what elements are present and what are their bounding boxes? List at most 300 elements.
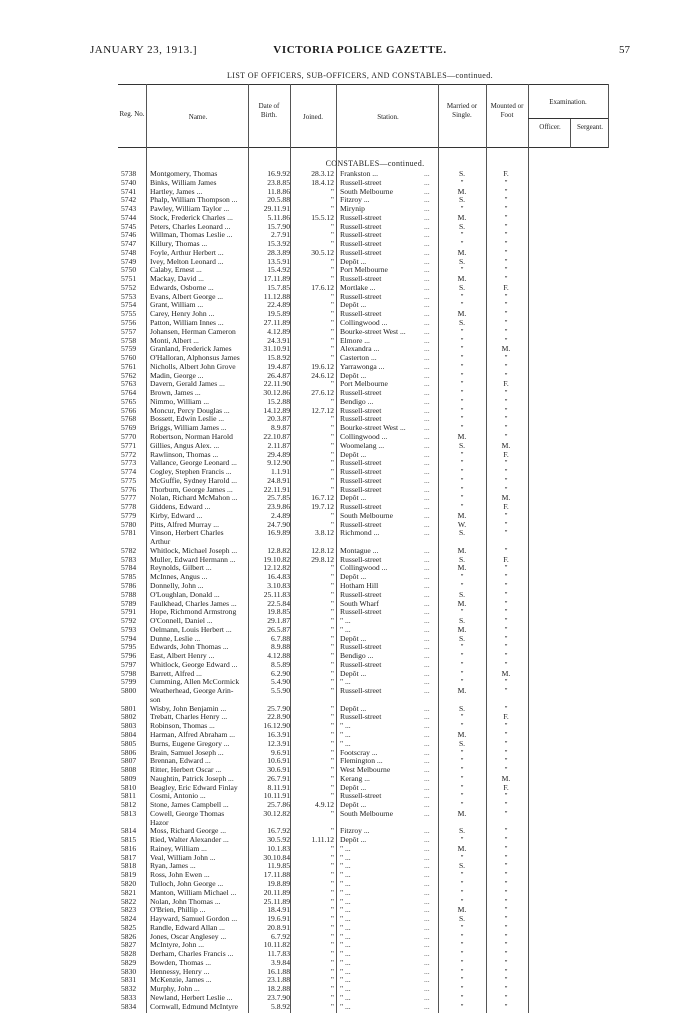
leader-dots: ... <box>424 389 430 398</box>
cell-birth-date: 19.8.89 <box>267 880 290 889</box>
cell-name: Briggs, William James ... <box>150 424 227 433</box>
leader-dots: ... <box>424 424 430 433</box>
cell-reg-no: 5824 <box>121 915 137 924</box>
cell-reg-no: 5748 <box>121 248 137 257</box>
cell-mounted-or-foot: " <box>504 792 508 801</box>
leader-dots: ... <box>424 608 430 617</box>
cell-mounted-or-foot: " <box>504 415 508 424</box>
cell-station: Russell-street <box>340 792 382 801</box>
cell-joined-date: " <box>330 520 334 529</box>
cell-reg-no: 5774 <box>121 468 137 477</box>
cell-name: Montgomery, Thomas <box>150 170 218 178</box>
cell-mounted-or-foot: " <box>504 985 508 994</box>
cell-name: McKenzie, James ... <box>150 976 212 985</box>
cell-station: " ... <box>340 932 351 941</box>
leader-dots: ... <box>424 836 430 845</box>
cell-birth-date: 15.8.92 <box>267 354 290 363</box>
cell-birth-date: 19.5.89 <box>267 310 290 319</box>
cell-name: Harman, Alfred Abraham ... <box>150 731 235 739</box>
cell-name: Reynolds, Gilbert ... <box>150 564 212 573</box>
cell-birth-date: 8.11.91 <box>267 783 290 792</box>
cell-joined-date: 19.7.12 <box>311 503 334 512</box>
cell-marital-status: S. <box>458 862 466 871</box>
cell-marital-status: " <box>460 485 464 494</box>
cell-station: Russell-street <box>340 608 382 617</box>
leader-dots: ... <box>424 669 430 678</box>
cell-station: Russell-street <box>340 476 382 485</box>
table-row <box>0 442 700 451</box>
cell-marital-status: " <box>460 766 464 775</box>
table-row <box>0 529 700 538</box>
cell-joined-date: " <box>330 327 334 336</box>
cell-marital-status: " <box>460 476 464 485</box>
table-row <box>0 214 700 223</box>
cell-reg-no: 5800 <box>121 687 137 696</box>
table-row <box>0 670 700 679</box>
cell-marital-status: M. <box>457 625 467 634</box>
cell-reg-no: 5763 <box>121 380 137 389</box>
table-row <box>0 363 700 372</box>
cell-reg-no: 5795 <box>121 643 137 652</box>
cell-marital-status: " <box>460 792 464 801</box>
cell-station: Russell-street <box>340 590 382 599</box>
cell-name: Moss, Richard George ... <box>150 827 226 836</box>
cell-name: Mackay, David ... <box>150 275 204 284</box>
cell-station: Frankston ... <box>340 170 378 178</box>
cell-reg-no: 5783 <box>121 555 137 564</box>
cell-joined-date: " <box>330 581 334 590</box>
cell-reg-no: 5804 <box>121 731 137 739</box>
cell-name: Vinson, Herbert Charles <box>150 529 224 538</box>
table-row <box>0 301 700 310</box>
cell-joined-date: " <box>330 424 334 433</box>
cell-birth-date: 17.11.88 <box>263 871 290 880</box>
cell-station: Russell-street <box>340 713 382 722</box>
cell-joined-date: 16.7.12 <box>311 494 334 503</box>
cell-birth-date: 23.8.85 <box>267 178 290 187</box>
cell-joined-date: " <box>330 292 334 301</box>
cell-joined-date: " <box>330 240 334 249</box>
cell-name: Johansen, Herman Cameron <box>150 327 236 336</box>
cell-marital-status: " <box>460 415 464 424</box>
table-row <box>0 898 700 907</box>
cell-station: Russell-street <box>340 687 382 696</box>
cell-station: " ... <box>340 950 351 959</box>
leader-dots: ... <box>424 468 430 477</box>
cell-joined-date: 18.4.12 <box>311 178 334 187</box>
cell-station: " ... <box>340 853 351 862</box>
cell-marital-status: M. <box>457 564 467 573</box>
cell-reg-no: 5817 <box>121 853 137 862</box>
cell-mounted-or-foot: " <box>504 660 508 669</box>
cell-name: Bossett, Edwin Leslie ... <box>150 415 225 424</box>
cell-name: Tulloch, John George ... <box>150 880 224 889</box>
leader-dots: ... <box>424 1002 430 1011</box>
cell-birth-date: 25.11.89 <box>263 897 290 906</box>
cell-station: Russell-street <box>340 222 382 231</box>
cell-birth-date: 22.10.87 <box>263 432 290 441</box>
table-row <box>0 950 700 959</box>
table-row <box>0 854 700 863</box>
table-row <box>0 749 700 758</box>
cell-mounted-or-foot: " <box>504 862 508 871</box>
cell-name: Whitlock, Michael Joseph ... <box>150 546 238 555</box>
cell-reg-no: 5742 <box>121 196 137 205</box>
cell-birth-date: 22.11.91 <box>263 485 290 494</box>
cell-birth-date: 4.12.89 <box>267 327 290 336</box>
cell-marital-status: " <box>460 178 464 187</box>
leader-dots: ... <box>424 801 430 810</box>
cell-name: Nicholls, Albert John Grove <box>150 362 236 371</box>
leader-dots: ... <box>424 783 430 792</box>
cell-station: Hotham Hill <box>340 581 379 590</box>
cell-reg-no: 5769 <box>121 424 137 433</box>
cell-birth-date: 20.11.89 <box>263 888 290 897</box>
header-date: JANUARY 23, 1913.] <box>90 44 197 56</box>
cell-reg-no: 5778 <box>121 503 137 512</box>
cell-marital-status: S. <box>458 704 466 713</box>
leader-dots: ... <box>424 476 430 485</box>
cell-mounted-or-foot: F. <box>503 283 509 292</box>
cell-joined-date: " <box>330 257 334 266</box>
cell-name: Bowden, Thomas ... <box>150 958 212 967</box>
leader-dots: ... <box>424 625 430 634</box>
cell-joined-date: " <box>330 231 334 240</box>
cell-joined-date: 15.5.12 <box>311 213 334 222</box>
cell-reg-no: 5826 <box>121 932 137 941</box>
col-officer: Officer. <box>539 123 561 131</box>
cell-birth-date: 17.11.89 <box>263 275 290 284</box>
cell-joined-date: " <box>330 450 334 459</box>
cell-reg-no: 5811 <box>121 792 136 801</box>
table-row <box>0 258 700 267</box>
cell-station: " ... <box>340 906 351 915</box>
cell-station: " ... <box>340 880 351 889</box>
cell-station: Depôt ... <box>340 494 367 503</box>
cell-birth-date: 30.12.82 <box>263 809 290 818</box>
table-row <box>0 494 700 503</box>
table-row <box>0 179 700 188</box>
cell-reg-no: 5806 <box>121 748 137 757</box>
cell-name: Barrett, Alfred ... <box>150 669 202 678</box>
cell-station: Russell-street <box>340 555 382 564</box>
cell-station: " ... <box>340 1002 351 1011</box>
cell-birth-date: 8.5.89 <box>271 660 290 669</box>
cell-name: Robertson, Norman Harold <box>150 432 233 441</box>
cell-station: South Wharf <box>340 599 379 608</box>
cell-mounted-or-foot: " <box>504 397 508 406</box>
cell-station: Russell-street <box>340 231 382 240</box>
cell-station: Russell-street <box>340 520 382 529</box>
cell-reg-no: 5798 <box>121 669 137 678</box>
cell-joined-date: " <box>330 976 334 985</box>
leader-dots: ... <box>424 397 430 406</box>
cell-joined-date: " <box>330 441 334 450</box>
cell-marital-status: " <box>460 932 464 941</box>
cell-birth-date: 5.8.92 <box>271 1002 290 1011</box>
leader-dots: ... <box>424 923 430 932</box>
cell-birth-date: 23.7.90 <box>267 993 290 1002</box>
leader-dots: ... <box>424 581 430 590</box>
leader-dots: ... <box>424 985 430 994</box>
cell-birth-date: 29.11.91 <box>263 205 290 214</box>
table-row <box>0 810 700 819</box>
leader-dots: ... <box>424 345 430 354</box>
cell-mounted-or-foot: " <box>504 432 508 441</box>
cell-marital-status: " <box>460 406 464 415</box>
cell-birth-date: 30.6.91 <box>267 766 290 775</box>
cell-marital-status: " <box>460 231 464 240</box>
leader-dots: ... <box>424 590 430 599</box>
cell-birth-date: 25.11.83 <box>263 590 290 599</box>
cell-joined-date: " <box>330 862 334 871</box>
cell-birth-date: 8.9.87 <box>271 424 290 433</box>
cell-marital-status: M. <box>457 310 467 319</box>
cell-station: " ... <box>340 871 351 880</box>
cell-name: Willman, Thomas Leslie ... <box>150 231 233 240</box>
cell-name: McIntyre, John ... <box>150 941 204 950</box>
constables-table <box>0 170 700 1012</box>
header-bottom-rule <box>118 147 608 148</box>
cell-mounted-or-foot: F. <box>503 713 509 722</box>
leader-dots: ... <box>424 292 430 301</box>
cell-birth-date: 1.1.91 <box>271 468 290 477</box>
cell-marital-status: S. <box>458 915 466 924</box>
cell-name: McGuffie, Sydney Harold ... <box>150 476 237 485</box>
leader-dots: ... <box>424 283 430 292</box>
cell-mounted-or-foot: " <box>504 722 508 731</box>
leader-dots: ... <box>424 327 430 336</box>
cell-birth-date: 11.7.83 <box>267 950 290 959</box>
table-row <box>0 591 700 600</box>
cell-reg-no: 5741 <box>121 187 137 196</box>
table-row <box>0 862 700 871</box>
cell-name: Muller, Edward Hermann ... <box>150 555 236 564</box>
cell-marital-status: " <box>460 888 464 897</box>
table-row <box>0 801 700 810</box>
cell-birth-date: 11.8.86 <box>267 187 290 196</box>
cell-station: Russell-street <box>340 213 382 222</box>
cell-birth-date: 25.7.86 <box>267 801 290 810</box>
cell-birth-date: 16.3.91 <box>267 731 290 739</box>
cell-mounted-or-foot: " <box>504 880 508 889</box>
cell-name: Cogley, Stephen Francis ... <box>150 468 232 477</box>
cell-reg-no: 5740 <box>121 178 137 187</box>
cell-marital-status: " <box>460 923 464 932</box>
table-row <box>0 284 700 293</box>
cell-mounted-or-foot: " <box>504 941 508 950</box>
cell-marital-status: " <box>460 643 464 652</box>
cell-mounted-or-foot: " <box>504 608 508 617</box>
cell-name: Burns, Eugene Gregory ... <box>150 739 230 748</box>
table-row <box>0 757 700 766</box>
cell-name: Nolan, John Thomas ... <box>150 897 221 906</box>
leader-dots: ... <box>424 617 430 626</box>
cell-marital-status: " <box>460 266 464 275</box>
table-row <box>0 564 700 573</box>
cell-mounted-or-foot: M. <box>501 669 511 678</box>
cell-marital-status: " <box>460 774 464 783</box>
cell-name: Vallance, George Leonard ... <box>150 459 237 468</box>
cell-mounted-or-foot: " <box>504 581 508 590</box>
cell-station: Russell-street <box>340 468 382 477</box>
cell-reg-no: 5803 <box>121 722 137 731</box>
cell-reg-no: 5797 <box>121 660 137 669</box>
leader-dots: ... <box>424 713 430 722</box>
table-row <box>0 319 700 328</box>
table-row <box>0 310 700 319</box>
cell-joined-date: " <box>330 275 334 284</box>
table-row <box>0 521 700 530</box>
leader-dots: ... <box>424 222 430 231</box>
cell-station: " ... <box>340 722 351 731</box>
cell-name: Phalp, William Thompson ... <box>150 196 238 205</box>
cell-mounted-or-foot: " <box>504 704 508 713</box>
cell-station: Russell-street <box>340 459 382 468</box>
table-row <box>0 556 700 565</box>
table-row <box>0 415 700 424</box>
cell-reg-no: 5770 <box>121 432 137 441</box>
cell-marital-status: " <box>460 389 464 398</box>
leader-dots: ... <box>424 748 430 757</box>
cell-name: Granland, Frederick James <box>150 345 232 354</box>
cell-marital-status: " <box>460 450 464 459</box>
cell-name: East, Albert Henry ... <box>150 652 215 661</box>
table-row <box>0 600 700 609</box>
cell-station: Yarrawonga ... <box>340 362 385 371</box>
cell-joined-date: " <box>330 792 334 801</box>
cell-birth-date: 16.7.92 <box>267 827 290 836</box>
cell-marital-status: W. <box>457 520 467 529</box>
cell-marital-status: S. <box>458 257 466 266</box>
cell-marital-status: S. <box>458 441 466 450</box>
cell-birth-date: 26.5.87 <box>267 625 290 634</box>
cell-birth-date: 28.3.89 <box>267 248 290 257</box>
cell-reg-no: 5813 <box>121 809 137 818</box>
cell-name: Trebatt, Charles Henry ... <box>150 713 228 722</box>
cell-reg-no: 5753 <box>121 292 137 301</box>
leader-dots: ... <box>424 827 430 836</box>
cell-station: Collingwood ... <box>340 564 388 573</box>
cell-marital-status: M. <box>457 844 467 853</box>
table-row <box>0 503 700 512</box>
cell-station: Collingwood ... <box>340 319 388 328</box>
table-row <box>0 775 700 784</box>
cell-reg-no: 5756 <box>121 319 137 328</box>
cell-reg-no: 5815 <box>121 836 137 845</box>
cell-marital-status: " <box>460 240 464 249</box>
table-row <box>0 626 700 635</box>
cell-joined-date: 29.8.12 <box>311 555 334 564</box>
cell-station: Footscray ... <box>340 748 378 757</box>
table-row <box>0 889 700 898</box>
table-row <box>0 740 700 749</box>
cell-birth-date: 30.5.92 <box>267 836 290 845</box>
cell-name: Carey, Henry John ... <box>150 310 215 319</box>
cell-station: South Melbourne <box>340 809 393 818</box>
cell-mounted-or-foot: " <box>504 520 508 529</box>
cell-reg-no: 5758 <box>121 336 137 345</box>
cell-reg-no: 5810 <box>121 783 137 792</box>
cell-marital-status: S. <box>458 529 466 538</box>
cell-joined-date: " <box>330 432 334 441</box>
cell-marital-status: " <box>460 897 464 906</box>
cell-name: Ryan, James ... <box>150 862 196 871</box>
cell-joined-date: " <box>330 923 334 932</box>
cell-station: Russell-street <box>340 248 382 257</box>
cell-reg-no: 5776 <box>121 485 137 494</box>
leader-dots: ... <box>424 310 430 319</box>
cell-station: Russell-street <box>340 660 382 669</box>
cell-mounted-or-foot: " <box>504 643 508 652</box>
cell-marital-status: " <box>460 327 464 336</box>
cell-station: Depôt ... <box>340 669 367 678</box>
cell-mounted-or-foot: " <box>504 731 508 739</box>
cell-name: Randle, Edward Allan ... <box>150 923 225 932</box>
cell-reg-no: 5771 <box>121 441 137 450</box>
table-row <box>0 512 700 521</box>
cell-station: Depôt ... <box>340 371 367 380</box>
table-row <box>0 249 700 258</box>
cell-birth-date: 9.12.90 <box>267 459 290 468</box>
cell-mounted-or-foot: " <box>504 958 508 967</box>
cell-name: Rawlinson, Thomas ... <box>150 450 219 459</box>
cell-marital-status: " <box>460 292 464 301</box>
table-row <box>0 538 700 547</box>
col-birth: Date of Birth. <box>258 102 280 119</box>
col-married: Married or Single. <box>446 102 478 119</box>
table-row <box>0 617 700 626</box>
cell-joined-date: " <box>330 871 334 880</box>
cell-station: Depôt ... <box>340 836 367 845</box>
leader-dots: ... <box>424 231 430 240</box>
leader-dots: ... <box>424 573 430 582</box>
cell-reg-no: 5825 <box>121 923 137 932</box>
cell-reg-no: 5809 <box>121 774 137 783</box>
cell-mounted-or-foot: " <box>504 844 508 853</box>
cell-mounted-or-foot: " <box>504 476 508 485</box>
table-row <box>0 1003 700 1012</box>
cell-reg-no: 5752 <box>121 283 137 292</box>
cell-joined-date: " <box>330 783 334 792</box>
cell-joined-date: " <box>330 617 334 626</box>
cell-birth-date: 5.5.90 <box>271 687 290 696</box>
cell-joined-date: " <box>330 608 334 617</box>
cell-birth-date: 20.3.87 <box>267 415 290 424</box>
cell-joined-date: " <box>330 511 334 520</box>
cell-mounted-or-foot: " <box>504 231 508 240</box>
table-row <box>0 451 700 460</box>
cell-reg-no: 5814 <box>121 827 137 836</box>
cell-reg-no: 5760 <box>121 354 137 363</box>
cell-station: Bendigo ... <box>340 652 374 661</box>
leader-dots: ... <box>424 915 430 924</box>
table-row <box>0 635 700 644</box>
cell-marital-status: " <box>460 853 464 862</box>
cell-marital-status: " <box>460 468 464 477</box>
cell-joined-date: " <box>330 573 334 582</box>
cell-mounted-or-foot: " <box>504 590 508 599</box>
cell-birth-date: 4.12.88 <box>267 652 290 661</box>
top-rule <box>118 84 608 85</box>
leader-dots: ... <box>424 178 430 187</box>
leader-dots: ... <box>424 546 430 555</box>
leader-dots: ... <box>424 187 430 196</box>
cell-joined-date: " <box>330 766 334 775</box>
cell-birth-date: 18.4.91 <box>267 906 290 915</box>
cell-joined-date: " <box>330 853 334 862</box>
cell-mounted-or-foot: " <box>504 240 508 249</box>
